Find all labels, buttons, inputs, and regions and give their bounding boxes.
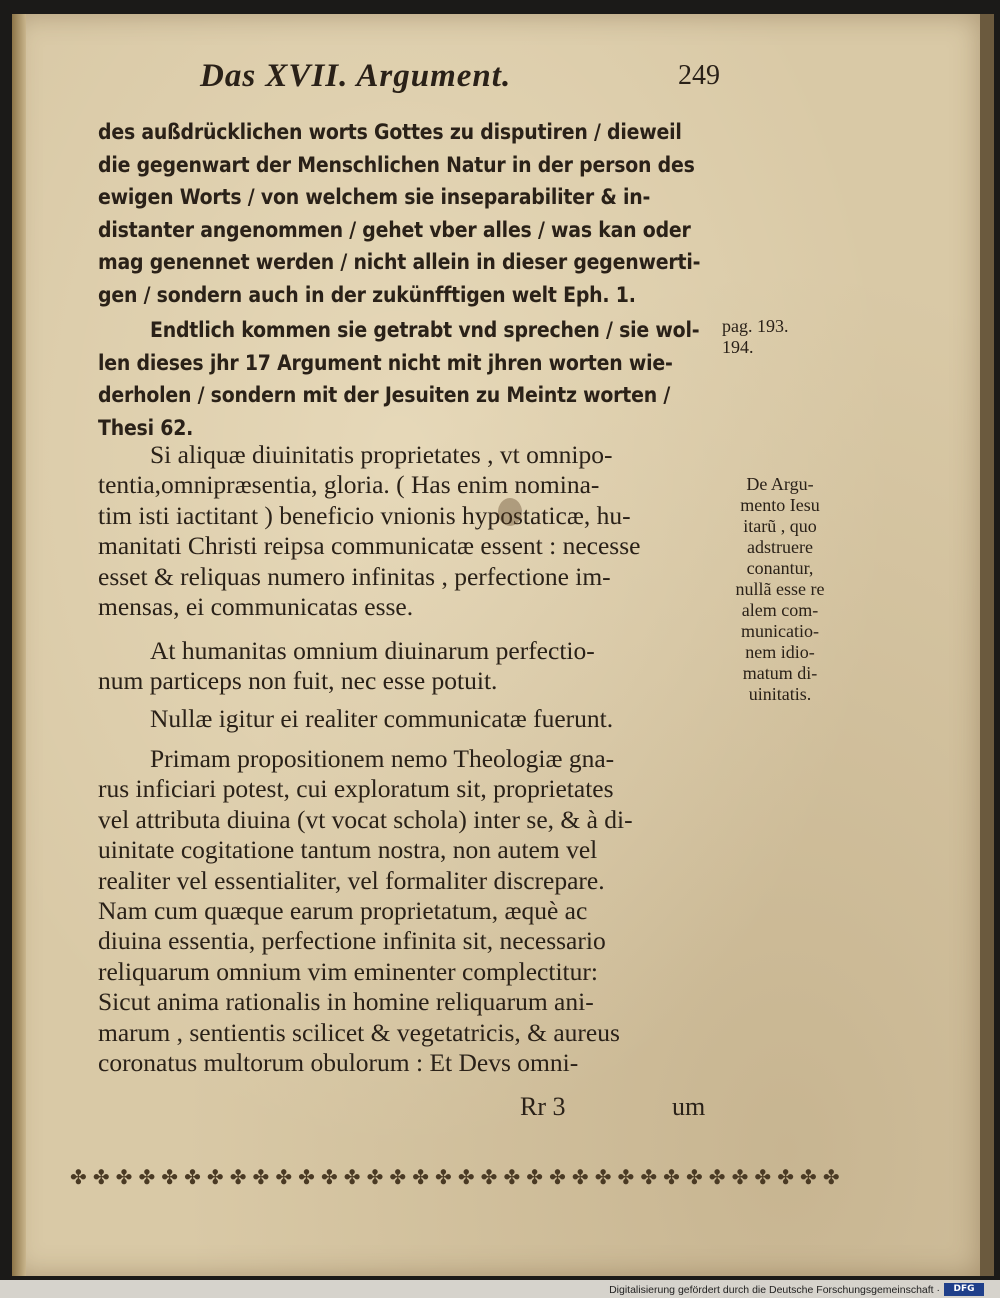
text-line: realiter vel essentialiter, vel formaliter discrepare. [98,865,605,895]
margin-note-line: uinitatis. [748,684,812,704]
text-line: Endtlich kommen sie getrabt vnd sprechen / sie wol- [150,318,700,342]
text-line: des außdrücklichen worts Gottes zu disputiren / dieweil [98,120,682,144]
ornament-glyph-icon: ✤ [685,1165,703,1189]
latin-paragraph-2 [98,636,728,697]
ornament-glyph-icon: ✤ [275,1165,293,1189]
margin-note-line: nem idio- [745,642,815,662]
ornament-glyph-icon: ✤ [229,1165,247,1189]
ornament-glyph-icon: ✤ [298,1165,315,1189]
text-line: At humanitas omnium diuinarum perfectio- [150,636,595,665]
margin-note-line: conantur, [746,558,814,578]
text-line: coronatus multorum obulorum : Et Devs omni- [98,1047,579,1077]
ornament-glyph-icon: ✤ [549,1165,566,1189]
ornament-glyph-icon: ✤ [822,1165,840,1189]
margin-note-line: adstruere [747,537,813,557]
ornament-glyph-icon: ✤ [457,1165,475,1189]
margin-note-page-ref [722,316,789,358]
text-line: uinitate cogitatione tantum nostra, non autem vel [98,835,598,865]
latin-paragraph-1 [98,440,728,622]
ornament-glyph-icon: ✤ [526,1165,544,1189]
text-line: Thesi 62. [98,415,194,440]
ornament-glyph-icon: ✤ [617,1165,635,1189]
margin-note-line: itarũ , quo [743,516,817,536]
latin-paragraph-3 [98,704,728,734]
fraktur-paragraph-1 [98,116,728,311]
text-line: die gegenwart der Menschlichen Natur in der person des [98,152,695,177]
running-head: Das XVII. Argument. [200,58,512,94]
ornament-glyph-icon: ✤ [571,1165,589,1189]
text-line: distanter angenommen / gehet vber alles / was kan oder [98,217,691,242]
page-number: 249 [678,60,720,91]
ornament-glyph-icon: ✤ [663,1165,680,1189]
signature-mark: Rr 3 [520,1092,566,1121]
text-line: num particeps non fuit, nec esse potuit. [98,666,498,696]
ornament-glyph-icon: ✤ [115,1165,133,1189]
text-line: reliquarum omnium vim eminenter complectitur: [98,956,598,986]
text-line: derholen / sondern mit der Jesuiten zu Meintz worten / [98,383,671,407]
text-line: ewigen Worts / von welchem sie inseparabiliter & in- [98,185,651,209]
ornament-glyph-icon: ✤ [800,1165,817,1189]
text-line: mag genennet werden / nicht allein in dieser gegenwerti- [98,250,701,274]
text-line: Primam propositionem nemo Theologiæ gna- [150,744,615,773]
ornament-glyph-icon: ✤ [252,1165,270,1189]
ink-stain [498,498,522,526]
text-line: rus inficiari potest, cui exploratum sit, proprietates [98,774,614,804]
ornament-glyph-icon: ✤ [366,1165,384,1189]
ornament-glyph-icon: ✤ [92,1165,110,1189]
ornament-glyph-icon: ✤ [731,1165,749,1189]
ornament-glyph-icon: ✤ [138,1165,156,1189]
margin-note-line: De Argu- [746,474,814,494]
dfg-logo: DFG [944,1283,984,1296]
ornament-glyph-icon: ✤ [503,1165,521,1189]
ornament-glyph-icon: ✤ [184,1165,201,1189]
ornament-glyph-icon: ✤ [161,1165,179,1189]
ornament-glyph-icon: ✤ [594,1165,612,1189]
ornament-glyph-icon: ✤ [70,1165,87,1189]
ornament-glyph-icon: ✤ [777,1165,794,1189]
text-line: Nam cum quæque earum proprietatum, æquè ac [98,895,588,925]
margin-note-line: matum di- [742,663,818,683]
ornament-glyph-icon: ✤ [206,1165,224,1189]
margin-note-line: 194. [722,337,754,357]
text-line: tim isti iactitant ) beneficio vnionis hypostaticæ, hu- [98,500,631,530]
text-line: gen / sondern auch in der zukünfftigen welt Eph. 1. [98,282,636,307]
ornament-glyph-icon: ✤ [435,1165,452,1189]
ornament-glyph-icon: ✤ [320,1165,338,1189]
text-line: Nullæ igitur ei realiter communicatæ fuerunt. [150,704,614,733]
text-line: len dieses jhr 17 Argument nicht mit jhren worten wie- [98,350,673,375]
margin-note-line: municatio- [741,621,819,641]
margin-note-line: mento Iesu [740,495,820,515]
text-line: Sicut anima rationalis in homine reliquarum ani- [98,987,594,1017]
margin-note-line: alem com- [741,600,819,620]
latin-paragraph-4 [98,744,728,1078]
ornament-glyph-icon: ✤ [389,1165,407,1189]
text-line: manitati Christi reipsa communicatæ essent : necesse [98,531,641,561]
page-header [200,58,720,98]
digitization-credit: Digitalisierung gefördert durch die Deutsche Forschungsgemeinschaft · [609,1284,940,1296]
text-line: marum , sentientis scilicet & vegetatricis, & aureus [98,1017,620,1047]
text-line: vel attributa diuina (vt vocat schola) inter se, & à di- [98,804,633,834]
ornament-border [70,1165,840,1189]
text-line: esset & reliquas numero infinitas , perfectione im- [98,561,611,591]
ornament-glyph-icon: ✤ [343,1165,361,1189]
text-line: diuina essentia, perfectione infinita sit, necessario [98,926,606,956]
text-line: Si aliquæ diuinitatis proprietates , vt omnipo- [150,440,613,469]
text-line: tentia,omnipræsentia, gloria. ( Has enim nomina- [98,470,600,500]
text-line: mensas, ei communicatas esse. [98,591,414,621]
margin-note-line: nullã esse re [735,579,825,599]
page-gutter-edge [12,14,26,1276]
catchword: um [672,1092,706,1121]
ornament-glyph-icon: ✤ [754,1165,772,1189]
margin-note-summary [720,474,840,705]
ornament-glyph-icon: ✤ [708,1165,726,1189]
fraktur-paragraph-2 [98,314,728,444]
margin-note-line: pag. 193. [722,316,789,336]
ornament-glyph-icon: ✤ [640,1165,658,1189]
ornament-glyph-icon: ✤ [480,1165,498,1189]
ornament-glyph-icon: ✤ [412,1165,429,1189]
